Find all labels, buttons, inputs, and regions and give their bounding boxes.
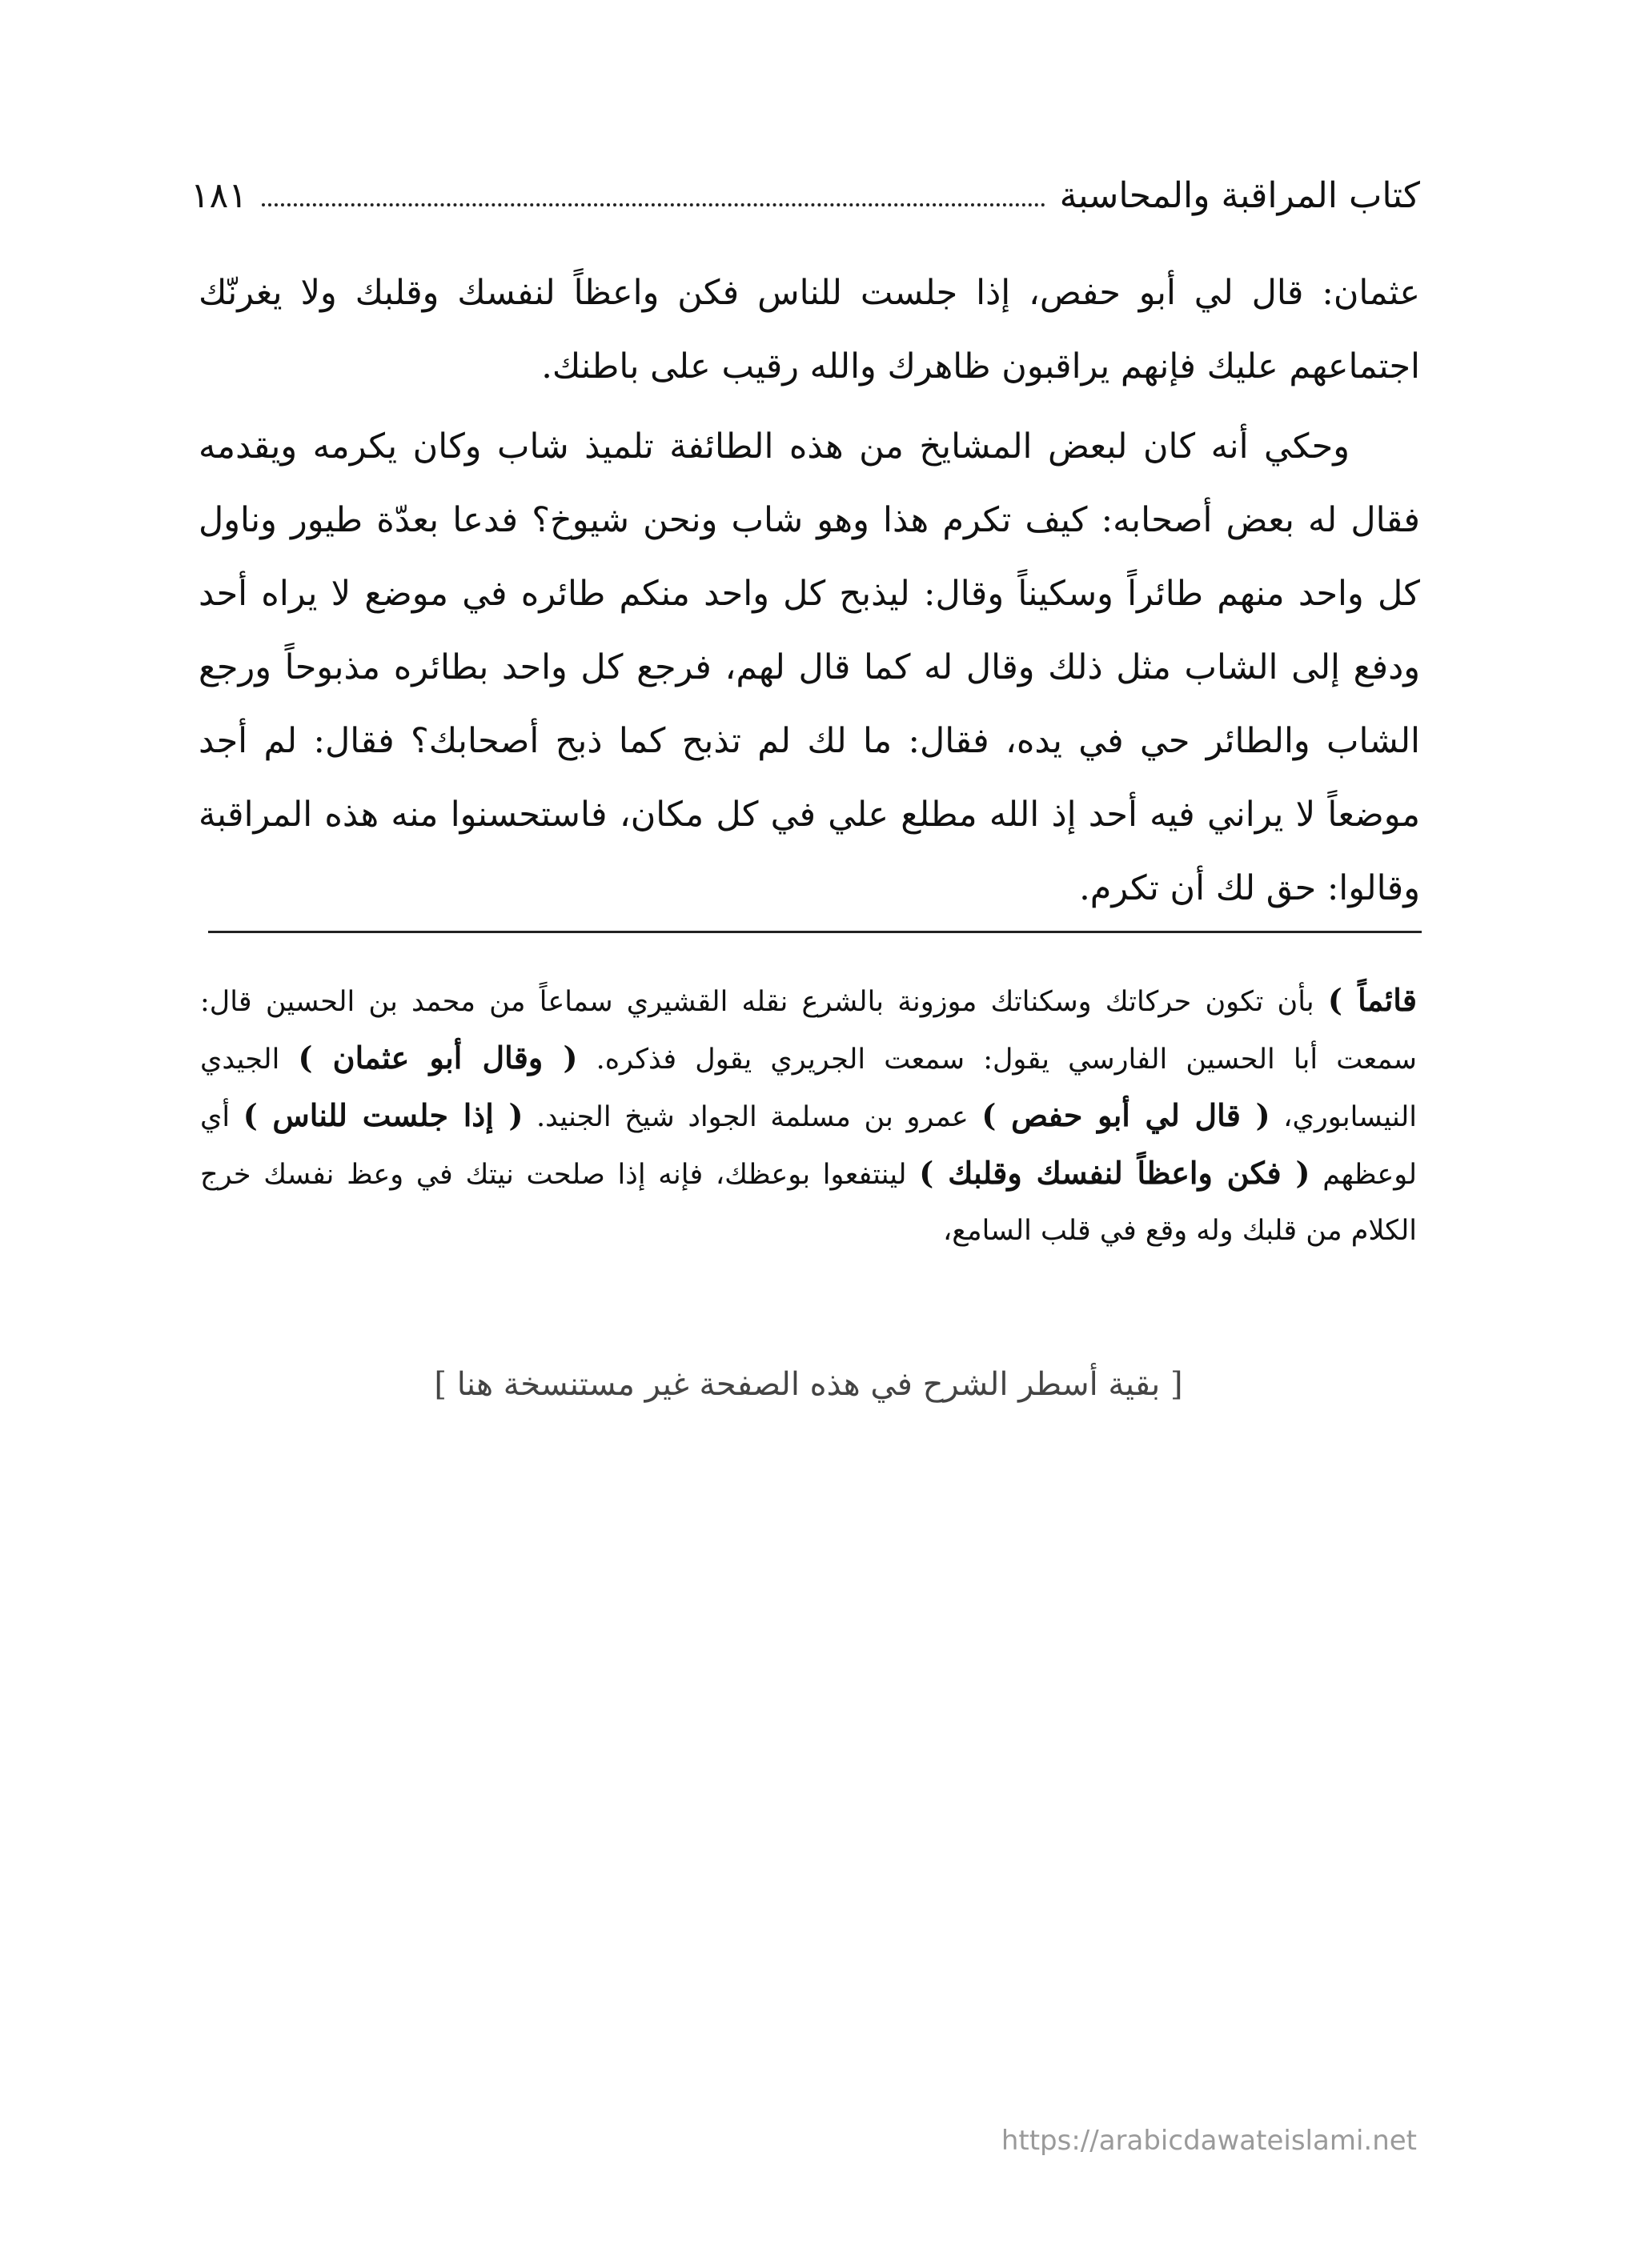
footnote-separator [208,931,1422,933]
running-header [191,160,1420,216]
quoted-phrase: ( إذا جلست للناس ) [243,1097,524,1133]
commentary-paragraph [200,972,1417,1259]
quoted-phrase: ( وقال أبو عثمان ) [298,1040,578,1076]
quoted-phrase: ( قال لي أبو حفص ) [981,1097,1270,1133]
commentary-text-run: عمرو بن مسلمة الجواد شيخ الجنيد. [523,1101,982,1133]
quoted-phrase: قائماً ) [1327,982,1418,1018]
chapter-title: كتاب المراقبة والمحاسبة [1059,175,1420,216]
main-paragraph: عثمان: قال لي أبو حفص، إذا جلست للناس فكن واعظاً لنفسك وقلبك ولا يغرنّك اجتماعهم عليك فإنهم يراقبون ظاهرك والله رقيب على باطنك. [199,273,1420,387]
header-leader-dots [262,203,1045,206]
commentary-text-run: سمعت أبا الحسين الفارسي يقول: سمعت الجريري يقول فذكره. [577,1044,1418,1076]
page-number: ١٨١ [191,175,247,216]
commentary-text-run: أي لوعظهم [200,1101,1418,1191]
watermark-url: https://arabicdawateislami.net [1001,2125,1417,2157]
commentary-text [200,972,1417,1259]
commentary-text-run: لينتفعوا بوعظك، فإنه إذا صلحت نيتك في وعظ نفسك خرج الكلام من قلبك وله وقع في قلب السامع، [200,1159,1417,1247]
commentary-text-run: بأن تكون حركاتك وسكناتك موزونة بالشرع نقله القشيري سماعاً من محمد بن الحسين قال: [200,986,1328,1018]
omitted-lines-note: [ بقية أسطر الشرح في هذه الصفحة غير مستنسخة هنا ] [434,1366,1183,1403]
commentary-text-run: الجيدي النيسابوري، [200,1044,1417,1133]
main-text [199,256,1420,925]
quoted-phrase: ( فكن واعظاً لنفسك وقلبك ) [919,1155,1310,1191]
main-paragraph: وحكي أنه كان لبعض المشايخ من هذه الطائفة تلميذ شاب وكان يكرمه ويقدمه فقال له بعض أصحابه: كيف تكرم هذا وهو شاب ونحن شيوخ؟ فدعا بعدّة طيور وناول كل واحد منهم طائراً وسكيناً وقال: ليذبح كل واحد منكم طائره في موضع لا يراه أحد ودفع إلى الشاب مثل ذلك وقال له كما قال لهم، فرجع كل واحد بطائره مذبوحاً ورجع الشاب والطائر حي في يده، فقال: ما لك لم تذبح كما ذبح أصحابك؟ فقال: لم أجد موضعاً لا يراني فيه أحد إذ الله مطلع علي في كل مكان، فاستحسنوا منه هذه المراقبة وقالوا: حق لك أن تكرم. [199,427,1420,908]
